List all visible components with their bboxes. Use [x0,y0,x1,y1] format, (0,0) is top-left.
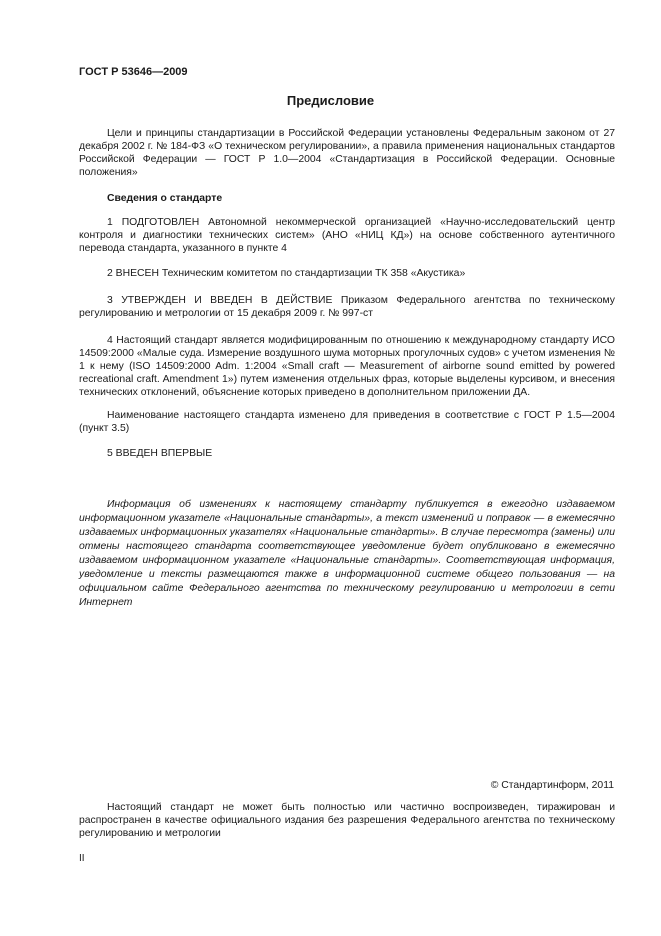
intro-paragraph: Цели и принципы стандартизации в Российской Федерации установлены Федеральным законом от 27 декабря 2002 г. № 184-ФЗ «О техническом регулировании», а правила применения национальных стандартов Российской Федерации — ГОСТ Р 1.0—2004 «Стандартизация в Российской Федерации. Основные положения» [79,128,615,179]
standard-info-heading: Сведения о стандарте [107,193,223,204]
document-code-header: ГОСТ Р 53646—2009 [79,66,188,78]
item-1-prepared: 1 ПОДГОТОВЛЕН Автономной некоммерческой организацией «Научно-исследовательский центр контроля и диагностики технических систем» (АНО «НИЦ КД») на основе собственного аутентичного перевода стандарта, указанного в пункте 4 [79,217,615,255]
reproduction-restriction-notice: Настоящий стандарт не может быть полностью или частично воспроизведен, тиражирован и распространен в качестве официального издания без разрешения Федерального агентства по техническому регулированию и метрологии [79,802,615,840]
item-4-modification: 4 Настоящий стандарт является модифицированным по отношению к международному стандарту ИСО 14509:2000 «Малые суда. Измерение воздушного шума моторных прогулочных судов» с учетом изменения № 1 к нему (ISO 14509:2000 Adm. 1:2004 «Small craft — Measurement of airborne sound emitted by powered recreational craft. Amendment 1») путем изменения отдельных фраз, которые выделены курсивом, и внесения технических отклонений, объяснение которых приведено в дополнительном приложении ДА. [79,335,615,399]
page-title: Предисловие [286,93,375,108]
item-4-name-change: Наименование настоящего стандарта изменено для приведения в соответствие с ГОСТ Р 1.5—2004 (пункт 3.5) [79,410,615,435]
changes-information-notice: Информация об изменениях к настоящему стандарту публикуется в ежегодно издаваемом информационном указателе «Национальные стандарты», а текст изменений и поправок — в ежемесячно издаваемых информационных указателях «Национальные стандарты». В случае пересмотра (замены) или отмены настоящего стандарта соответствующее уведомление будет опубликовано в ежемесячно издаваемом информационном указателе «Национальные стандарты». Соответствующая информация, уведомление и тексты размещаются также в информационной системе общего пользования — на официальном сайте Федерального агентства по техническому регулированию и метрологии в сети Интернет [79,499,615,608]
item-2-introduced: 2 ВНЕСЕН Техническим комитетом по стандартизации ТК 358 «Акустика» [107,268,466,279]
item-3-approved: 3 УТВЕРЖДЕН И ВВЕДЕН В ДЕЙСТВИЕ Приказом Федерального агентства по техническому регулированию и метрологии от 15 декабря 2009 г. № 997-ст [79,295,615,320]
item-5-first-introduced: 5 ВВЕДЕН ВПЕРВЫЕ [107,448,213,459]
page-number: II [79,853,85,864]
copyright-notice: © Стандартинформ, 2011 [490,780,614,791]
